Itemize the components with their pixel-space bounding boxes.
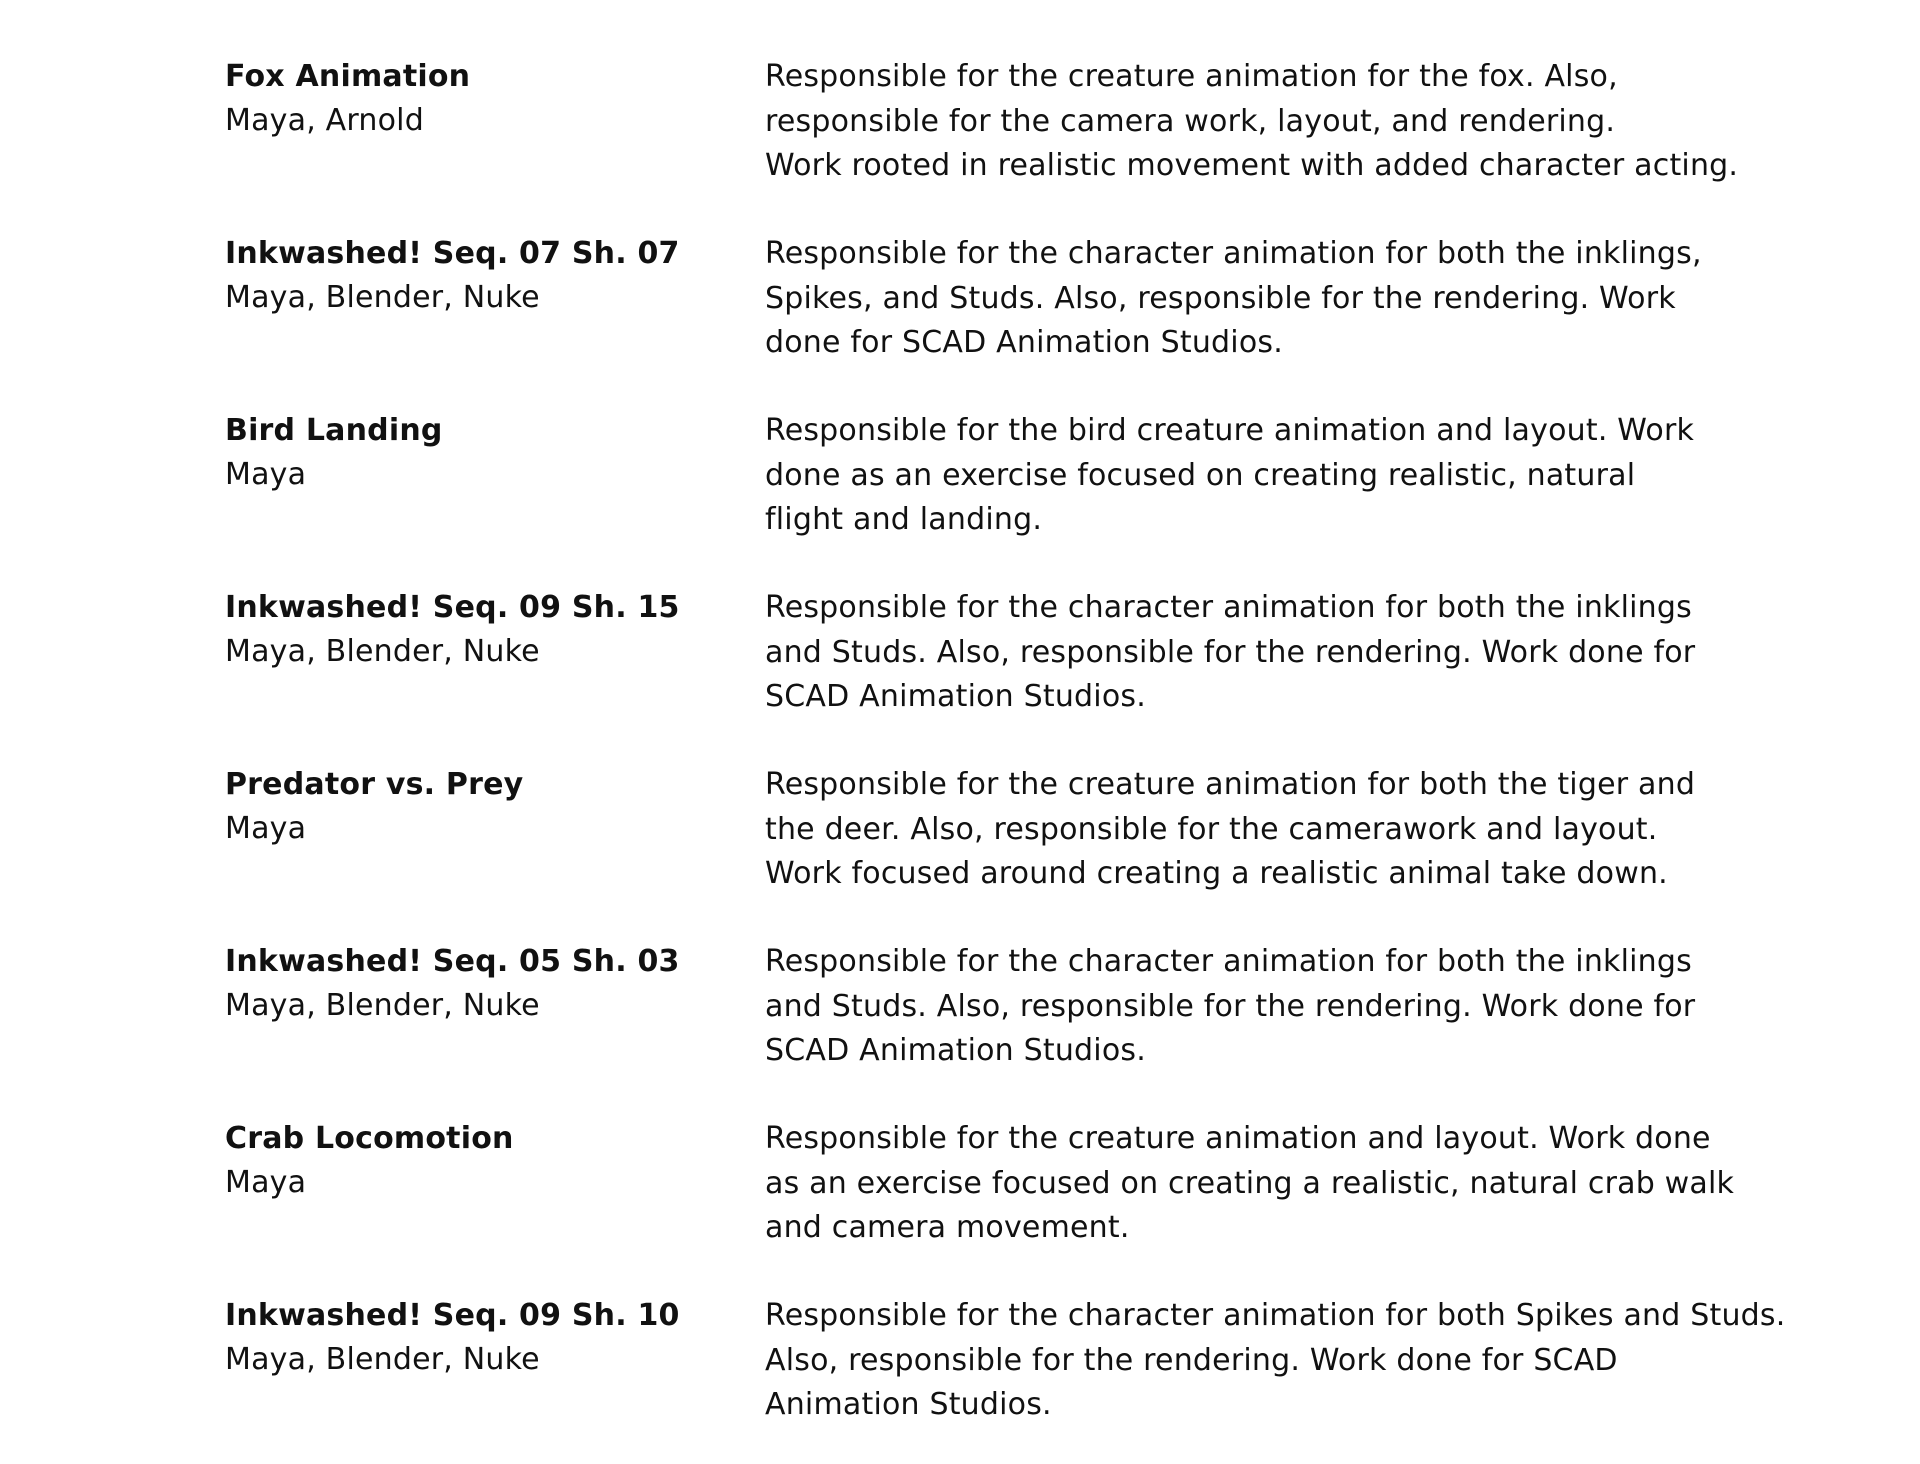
description-line: flight and landing. <box>765 502 1043 537</box>
description-line: and Studs. Also, responsible for the rendering. Work done for <box>765 634 1696 670</box>
project-meta <box>225 763 745 851</box>
description-line: Responsible for the character animation for both Spikes and Studs. <box>765 1298 1786 1333</box>
description-line: as an exercise focused on creating a realistic, natural crab walk <box>765 1165 1735 1201</box>
project-meta <box>225 1294 745 1382</box>
project-entry <box>0 1294 1920 1464</box>
project-entry <box>0 763 1920 933</box>
description-line: Responsible for the bird creature animation and layout. Work <box>765 413 1695 448</box>
project-title: Crab Locomotion <box>225 1121 514 1156</box>
project-description <box>765 1294 1885 1428</box>
description-line: Spikes, and Studs. Also, responsible for the rendering. Work <box>765 280 1676 316</box>
project-description <box>765 940 1885 1074</box>
project-description <box>765 586 1885 720</box>
description-line: Responsible for the creature animation for the fox. Also, <box>765 59 1618 94</box>
description-line: Animation Studios. <box>765 1387 1052 1422</box>
project-meta <box>225 409 745 497</box>
project-description <box>765 1117 1885 1251</box>
description-line: done for SCAD Animation Studios. <box>765 325 1283 360</box>
project-tools: Maya, Blender, Nuke <box>225 280 540 315</box>
project-entry <box>0 1117 1920 1287</box>
description-line: Responsible for the creature animation and layout. Work done <box>765 1121 1711 1156</box>
project-meta <box>225 940 745 1028</box>
project-tools: Maya <box>225 811 307 846</box>
project-tools: Maya, Blender, Nuke <box>225 1342 540 1377</box>
project-title: Inkwashed! Seq. 09 Sh. 10 <box>225 1298 680 1333</box>
project-description <box>765 409 1885 543</box>
description-line: Responsible for the character animation for both the inklings <box>765 590 1692 625</box>
project-tools: Maya <box>225 1165 307 1200</box>
project-tools: Maya <box>225 457 307 492</box>
project-entry <box>0 586 1920 756</box>
description-line: and Studs. Also, responsible for the rendering. Work done for <box>765 988 1696 1024</box>
description-line: Responsible for the character animation for both the inklings, <box>765 236 1702 271</box>
description-line: Work focused around creating a realistic animal take down. <box>765 856 1668 891</box>
project-title: Bird Landing <box>225 413 443 448</box>
project-description <box>765 763 1885 897</box>
description-line: SCAD Animation Studios. <box>765 679 1146 714</box>
project-tools: Maya, Blender, Nuke <box>225 988 540 1023</box>
project-description <box>765 232 1885 366</box>
project-meta <box>225 1117 745 1205</box>
project-title: Inkwashed! Seq. 05 Sh. 03 <box>225 944 680 979</box>
project-description <box>765 55 1885 189</box>
description-line: Responsible for the creature animation for both the tiger and <box>765 767 1696 802</box>
project-title: Predator vs. Prey <box>225 767 524 802</box>
project-meta <box>225 232 745 320</box>
project-meta <box>225 586 745 674</box>
description-line: Responsible for the character animation for both the inklings <box>765 944 1692 979</box>
description-line: and camera movement. <box>765 1210 1130 1245</box>
project-entry <box>0 232 1920 402</box>
description-line: done as an exercise focused on creating realistic, natural <box>765 457 1636 493</box>
description-line: the deer. Also, responsible for the camerawork and layout. <box>765 811 1658 847</box>
project-meta <box>225 55 745 143</box>
project-tools: Maya, Arnold <box>225 103 424 138</box>
project-title: Inkwashed! Seq. 07 Sh. 07 <box>225 236 680 271</box>
description-line: SCAD Animation Studios. <box>765 1033 1146 1068</box>
project-title: Inkwashed! Seq. 09 Sh. 15 <box>225 590 680 625</box>
project-entry <box>0 409 1920 579</box>
project-entry <box>0 940 1920 1110</box>
description-line: Work rooted in realistic movement with added character acting. <box>765 148 1739 183</box>
project-tools: Maya, Blender, Nuke <box>225 634 540 669</box>
description-line: Also, responsible for the rendering. Work done for SCAD <box>765 1342 1618 1378</box>
project-title: Fox Animation <box>225 59 471 94</box>
description-line: responsible for the camera work, layout, and rendering. <box>765 103 1616 139</box>
project-entry <box>0 55 1920 225</box>
